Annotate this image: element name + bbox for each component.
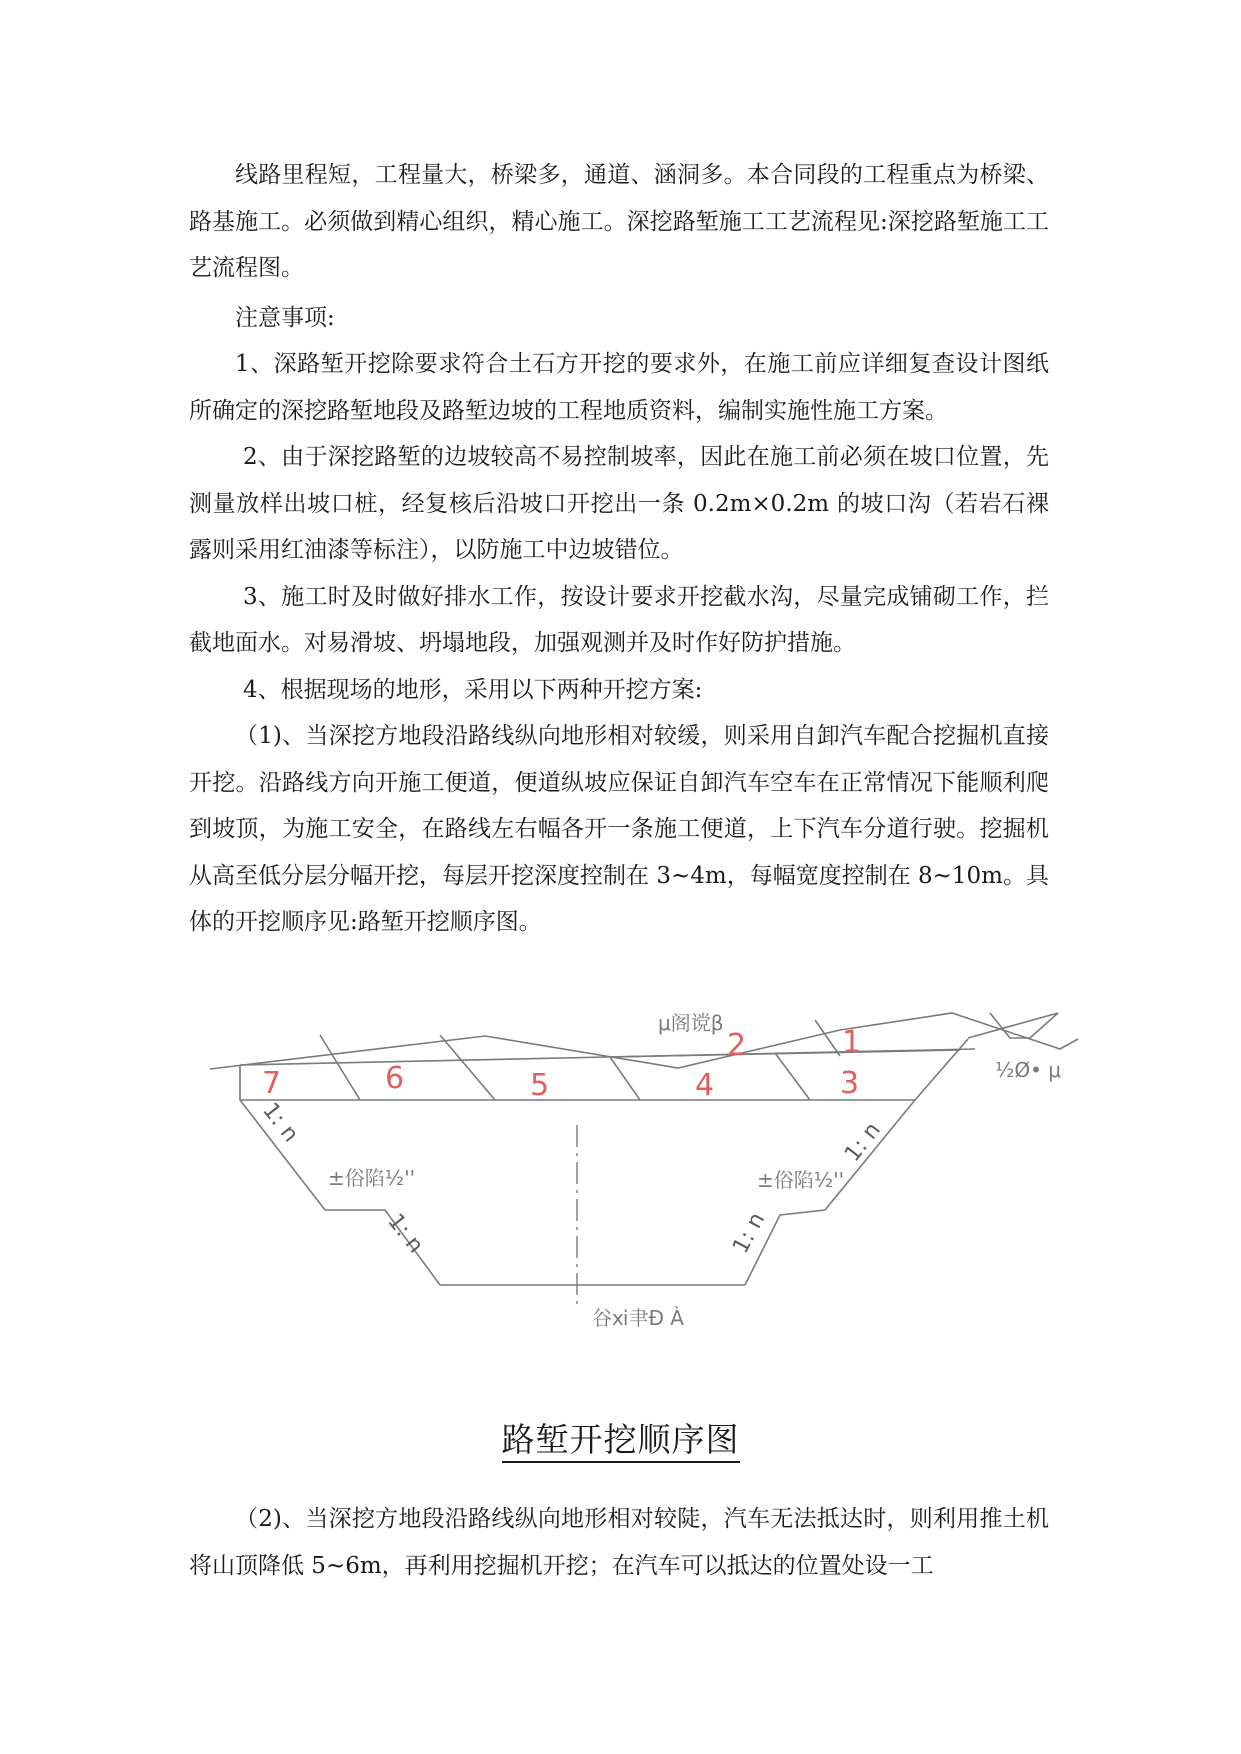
paragraph-note-4: 4、根据现场的地形，采用以下两种开挖方案: — [243, 676, 703, 703]
annotation-top: μ阁谠β — [658, 1011, 724, 1035]
paragraph-method-1: （1)、当深挖方地段沿路线纵向地形相对较缓，则采用自卸汽车配合挖掘机直接开挖。沿路线方向开施工便道，便道纵坡应保证自卸汽车空车在正常情况下能顺利爬到坡顶，为施工安全，在路线左右幅各开一条施工便道，上下汽车分道行驶。挖掘机从高至低分层分幅开挖，每层开挖深度控制在 3~4m，每幅宽度控制在 8~10m。具体的开挖顺序见:路堑开挖顺序图。 — [189, 723, 1049, 935]
annotation-center: 谷ⅺ𦘒Ð À — [592, 1306, 684, 1330]
section-number-4: 4 — [695, 1068, 715, 1103]
divider-5-4 — [610, 1057, 640, 1100]
slope-label-upper-left: 1: n — [257, 1098, 304, 1148]
paragraph-note-1: 1、深路堑开挖除要求符合土石方开挖的要求外，在施工前应详细复查设计图纸所确定的深挖路堑地段及路堑边坡的工程地质资料，编制实施性施工方案。 — [189, 351, 1049, 424]
paragraph-notes-heading: 注意事项: — [235, 304, 335, 331]
divider-7-6 — [320, 1035, 360, 1100]
slope-label-lower-right: 1: n — [728, 1208, 771, 1258]
ditch-outline — [1078, 1013, 1200, 1039]
body-text-top — [189, 152, 1049, 946]
annotation-platform-left: ±俗陷½'' — [328, 1166, 416, 1190]
layer-line-upper — [610, 1050, 960, 1057]
divider-6-5 — [440, 1035, 495, 1100]
section-number-1: 1 — [842, 1025, 862, 1060]
divider-4-3 — [775, 1053, 810, 1100]
side-ditch — [990, 1013, 1058, 1038]
section-number-2: 2 — [727, 1028, 747, 1063]
paragraph-intro: 线路里程短，工程量大，桥梁多，通道、涵洞多。本合同段的工程重点为桥梁、路基施工。必须做到精心组织，精心施工。深挖路堑施工工艺流程见:深挖路堑施工工艺流程图。 — [189, 162, 1049, 281]
body-text-bottom — [189, 1496, 1049, 1589]
cutting-excavation-diagram — [200, 985, 1200, 1390]
paragraph-note-2: 2、由于深挖路堑的边坡较高不易控制坡率，因此在施工前必须在坡口位置，先测量放样出坡口桩，经复核后沿坡口开挖出一条 0.2m×0.2m 的坡口沟（若岩石裸露则采用红油漆等标注），以防施工中边坡错位。 — [189, 444, 1049, 563]
section-number-3: 3 — [840, 1066, 860, 1101]
slope-label-lower-left: 1: n — [382, 1209, 429, 1259]
section-number-6: 6 — [385, 1061, 405, 1096]
caption-text: 路堑开挖顺序图 — [502, 1420, 740, 1463]
divider-2-1 — [815, 1020, 840, 1056]
paragraph-note-3: 3、施工时及时做好排水工作，按设计要求开挖截水沟，尽量完成铺砌工作，拦截地面水。对易滑坡、坍塌地段，加强观测并及时作好防护措施。 — [189, 583, 1049, 656]
annotation-platform-right: ±俗陷½'' — [757, 1168, 845, 1192]
ground-surface-line — [210, 1013, 1078, 1069]
diagram-caption — [0, 1414, 1241, 1461]
annotation-ditch: ½Ø• μ — [995, 1058, 1062, 1082]
slope-label-upper-right: 1: n — [840, 1117, 886, 1167]
section-number-5: 5 — [530, 1068, 550, 1103]
section-number-7: 7 — [262, 1066, 282, 1101]
paragraph-method-2: （2)、当深挖方地段沿路线纵向地形相对较陡，汽车无法抵达时，则利用推土机将山顶降低 5~6m，再利用挖掘机开挖；在汽车可以抵达的位置处设一工 — [189, 1506, 1049, 1579]
